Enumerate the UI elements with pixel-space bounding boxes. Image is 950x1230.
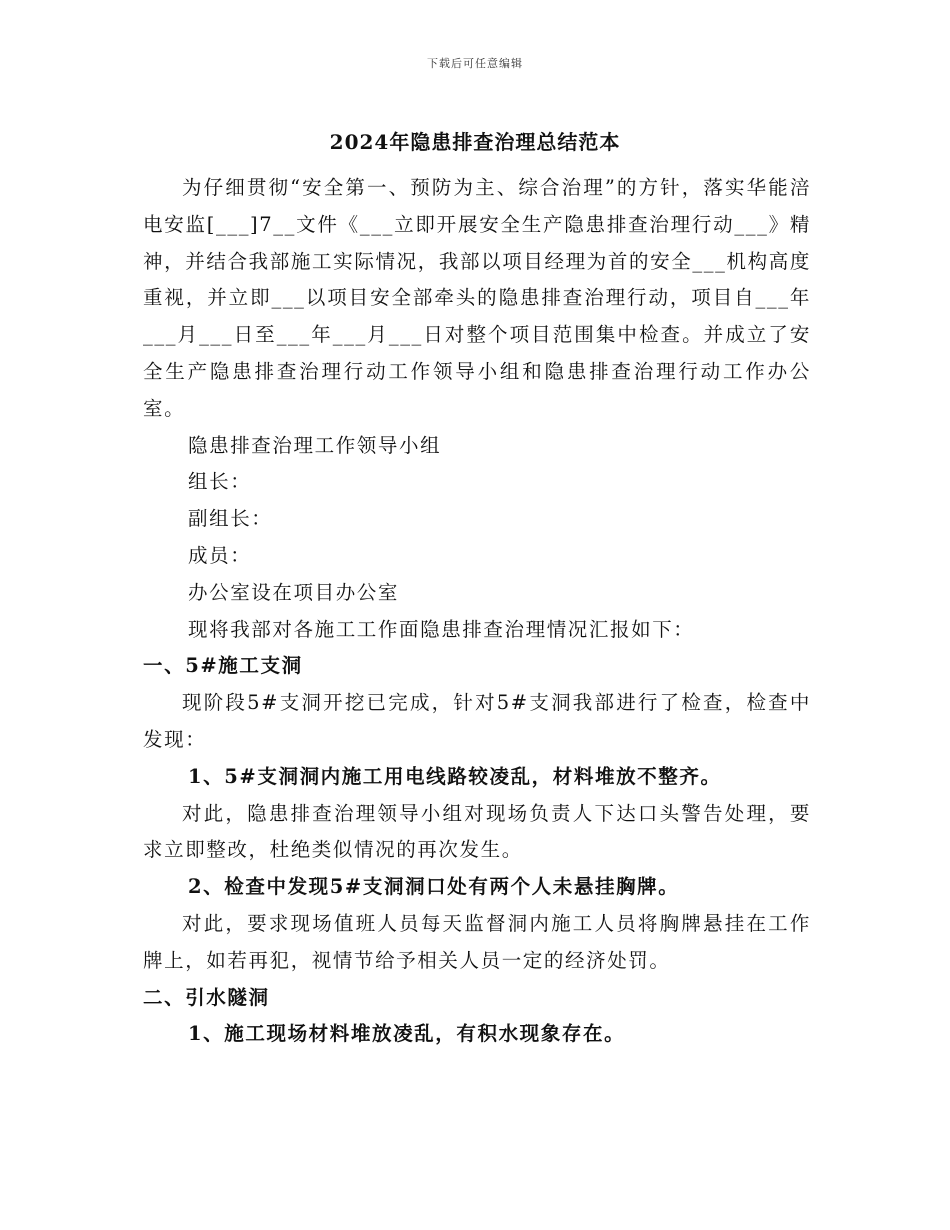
section2-item1-title: 1、施工现场材料堆放凌乱，有积水现象存在。 — [188, 1022, 626, 1046]
report-intro: 现将我部对各施工工作面隐患排查治理情况汇报如下： — [188, 617, 695, 641]
leader-line: 组长： — [188, 470, 252, 494]
section1-item2-text: 对此，要求现场值班人员每天监督洞内施工人员将胸牌悬挂在工作牌上，如若再犯，视情节给予相关人员一定的经济处罚。 — [143, 911, 811, 972]
intro-paragraph: 为仔细贯彻“安全第一、预防为主、综合治理”的方针，落实华能涪电安监[___]7__文件《___立即开展安全生产隐患排查治理行动___》精神，并结合我部施工实际情况，我部以项目经理为首的安全___机构高度重视，并立即___以项目安全部牵头的隐患排查治理行动，项目自___年___月___日至___年___月___日对整个项目范围集中检查。并成立了安全生产隐患排查治理行动工作领导小组和隐患排查治理行动工作办公室。 — [143, 176, 811, 420]
header-note: 下载后可任意编辑 — [427, 57, 523, 70]
group-title: 隐患排查治理工作领导小组 — [188, 433, 442, 457]
section-heading-2: 二、引水隧洞 — [143, 985, 270, 1009]
office-line: 办公室设在项目办公室 — [188, 580, 400, 604]
deputy-leader-line: 副组长： — [188, 507, 273, 531]
document-title: 2024年隐患排查治理总结范本 — [329, 130, 621, 154]
section1-item1-title: 1、5#支洞洞内施工用电线路较凌乱，材料堆放不整齐。 — [188, 764, 722, 788]
section1-item1-text: 对此，隐患排查治理领导小组对现场负责人下达口头警告处理，要求立即整改，杜绝类似情况的再次发生。 — [143, 801, 811, 862]
section1-item2-title: 2、检查中发现5#支洞洞口处有两个人未悬挂胸牌。 — [188, 875, 680, 899]
section-heading-1: 一、5#施工支洞 — [143, 654, 303, 678]
section1-paragraph: 现阶段5#支洞开挖已完成，针对5#支洞我部进行了检查，检查中发现： — [143, 691, 811, 751]
members-line: 成员： — [188, 543, 252, 567]
document-body — [143, 170, 811, 1053]
